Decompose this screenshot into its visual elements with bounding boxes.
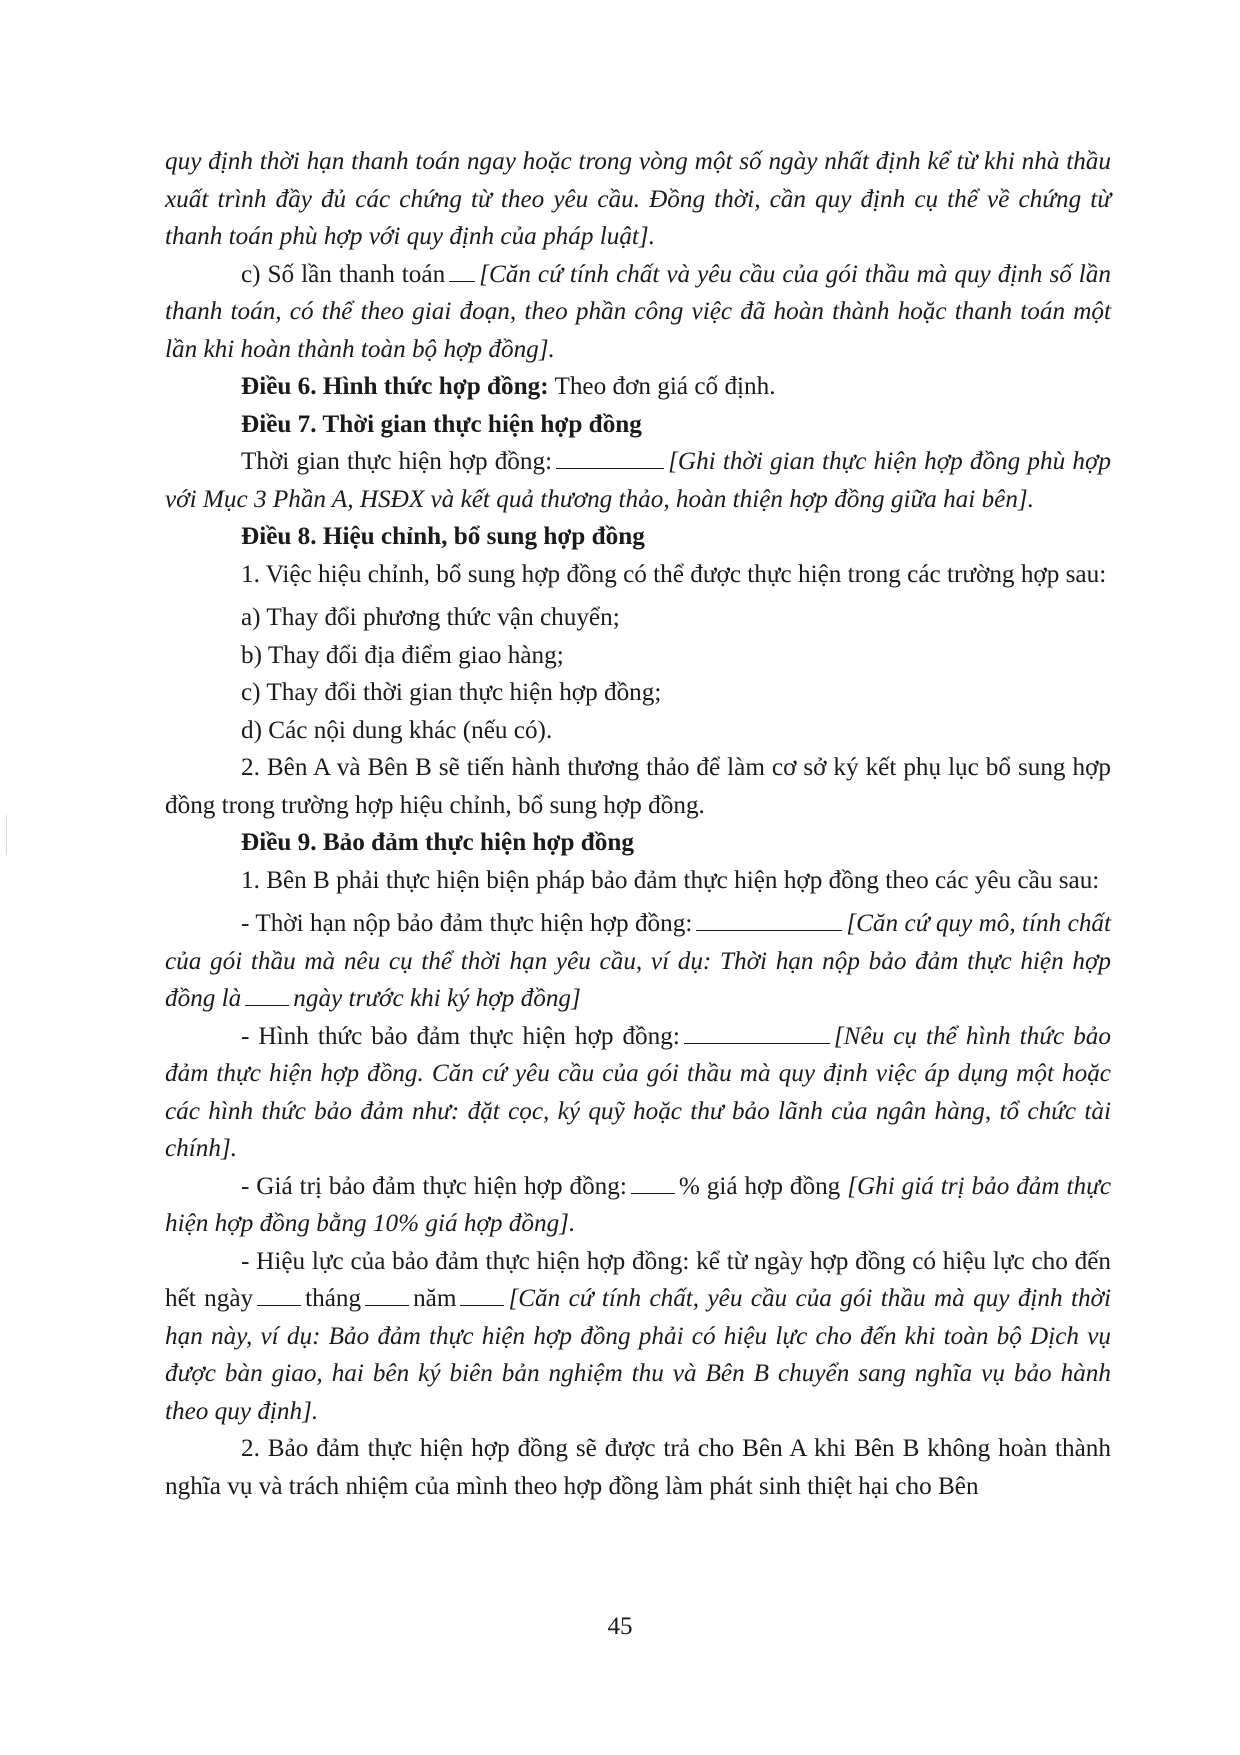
page-number: 45 [607, 1613, 633, 1640]
article-9-form-note: [Nêu cụ thể hình thức bảo đảm thực hiện hợp đồng. Căn cứ yêu cầu của gói thầu mà quy định việc áp dụng một hoặc các hình thức bảo đảm như: đặt cọc, ký quỹ hoặc thư bảo lãnh của ngân hàng, tổ chức tài chính]. [165, 1022, 1111, 1162]
article-9-validity-note: [Căn cứ tính chất, yêu cầu của gói thầu mà quy định thời hạn này, ví dụ: Bảo đảm thực hiện hợp đồng phải có hiệu lực cho đến khi toàn bộ Dịch vụ được bàn giao, hai bên ký biên bản nghiệm thu và Bên B chuyển sang nghĩa vụ bảo hành theo quy định]. [165, 1285, 1112, 1425]
article-8-item-d: d) Các nội dung khác (nếu có). [241, 716, 553, 744]
article-9-validity-lead: - Hiệu lực của bảo đảm thực hiện hợp đồng: kể từ ngày hợp đồng có hiệu lực cho đến hết ngày [165, 1247, 1111, 1312]
article-8-item-b: b) Thay đổi địa điểm giao hàng; [241, 641, 564, 669]
article-8-item-c: c) Thay đổi thời gian thực hiện hợp đồng; [241, 679, 662, 706]
article-9-form-lead: - Hình thức bảo đảm thực hiện hợp đồng: [241, 1022, 680, 1050]
payment-count-lead: c) Số lần thanh toán [241, 260, 446, 288]
article-9-validity [165, 1243, 1111, 1431]
article-9-clause-1: 1. Bên B phải thực hiện biện pháp bảo đảm thực hiện hợp đồng theo các yêu cầu sau: [241, 866, 1100, 894]
article-6-text: Theo đơn giá cố định. [554, 373, 776, 400]
article-8-clause-2: 2. Bên A và Bên B sẽ tiến hành thương thảo để làm cơ sở ký kết phụ lục bổ sung hợp đồng trong trường hợp hiệu chỉnh, bổ sung hợp đồng. [165, 754, 1111, 819]
payment-count-paragraph [165, 256, 1111, 369]
article-9-validity-month: tháng [305, 1285, 362, 1312]
article-9-heading: Điều 9. Bảo đảm thực hiện hợp đồng [241, 829, 634, 856]
article-9-form [165, 1018, 1111, 1168]
blank-field [449, 259, 475, 282]
article-8-heading: Điều 8. Hiệu chỉnh, bổ sung hợp đồng [241, 523, 645, 550]
article-7-heading: Điều 7. Thời gian thực hiện hợp đồng [241, 410, 642, 438]
document-body [165, 143, 1111, 1505]
article-9-value-unit: % giá hợp đồng [678, 1172, 841, 1200]
article-8-item-a: a) Thay đổi phương thức vận chuyển; [241, 604, 620, 631]
article-6-heading: Điều 6. Hình thức hợp đồng: [241, 373, 549, 400]
blank-field [684, 1021, 830, 1044]
article-6 [165, 368, 1111, 406]
blank-field [257, 1283, 301, 1306]
blank-field [245, 983, 289, 1006]
article-7-paragraph [165, 443, 1111, 518]
blank-field [460, 1283, 504, 1306]
article-7-lead: Thời gian thực hiện hợp đồng: [241, 448, 553, 475]
blank-field [365, 1283, 409, 1306]
payment-count-note: [Căn cứ tính chất và yêu cầu của gói thầu mà quy định số lần thanh toán, có thể theo giai đoạn, theo phần công việc đã hoàn thành hoặc thanh toán một lần khi hoàn thành toàn bộ hợp đồng]. [165, 260, 1111, 363]
article-9-term-note-a: [Căn cứ quy mô, tính chất của gói thầu mà nêu cụ thể thời hạn yêu cầu, ví dụ: Thời hạn nộp bảo đảm thực hiện hợp đồng là [165, 910, 1111, 1012]
article-9-value [165, 1168, 1111, 1243]
article-9-term [165, 905, 1111, 1018]
blank-field [696, 908, 842, 931]
payment-term-paragraph: quy định thời hạn thanh toán ngay hoặc trong vòng một số ngày nhất định kể từ khi nhà thầu xuất trình đầy đủ các chứng từ theo yêu cầu. Đồng thời, cần quy định cụ thể về chứng từ thanh toán phù hợp với quy định của pháp luật]. [165, 148, 1111, 250]
article-9-validity-year: năm [413, 1285, 457, 1312]
blank-field [556, 446, 664, 469]
article-9-term-note-b: ngày trước khi ký hợp đồng] [293, 985, 581, 1012]
article-9-value-lead: - Giá trị bảo đảm thực hiện hợp đồng: [241, 1172, 627, 1200]
article-9-term-lead: - Thời hạn nộp bảo đảm thực hiện hợp đồng: [241, 910, 693, 937]
scan-margin-mark [6, 815, 7, 855]
article-9-value-note: [Ghi giá trị bảo đảm thực hiện hợp đồng bằng 10% giá hợp đồng]. [165, 1172, 1112, 1237]
blank-field [631, 1171, 675, 1194]
article-8-clause-1: 1. Việc hiệu chỉnh, bổ sung hợp đồng có thể được thực hiện trong các trường hợp sau: [241, 560, 1107, 588]
article-7-note: [Ghi thời gian thực hiện hợp đồng phù hợp với Mục 3 Phần A, HSĐX và kết quả thương thảo, hoàn thiện hợp đồng giữa hai bên]. [165, 448, 1111, 513]
article-9-clause-2: 2. Bảo đảm thực hiện hợp đồng sẽ được trả cho Bên A khi Bên B không hoàn thành nghĩa vụ và trách nhiệm của mình theo hợp đồng làm phát sinh thiệt hại cho Bên [165, 1435, 1111, 1500]
